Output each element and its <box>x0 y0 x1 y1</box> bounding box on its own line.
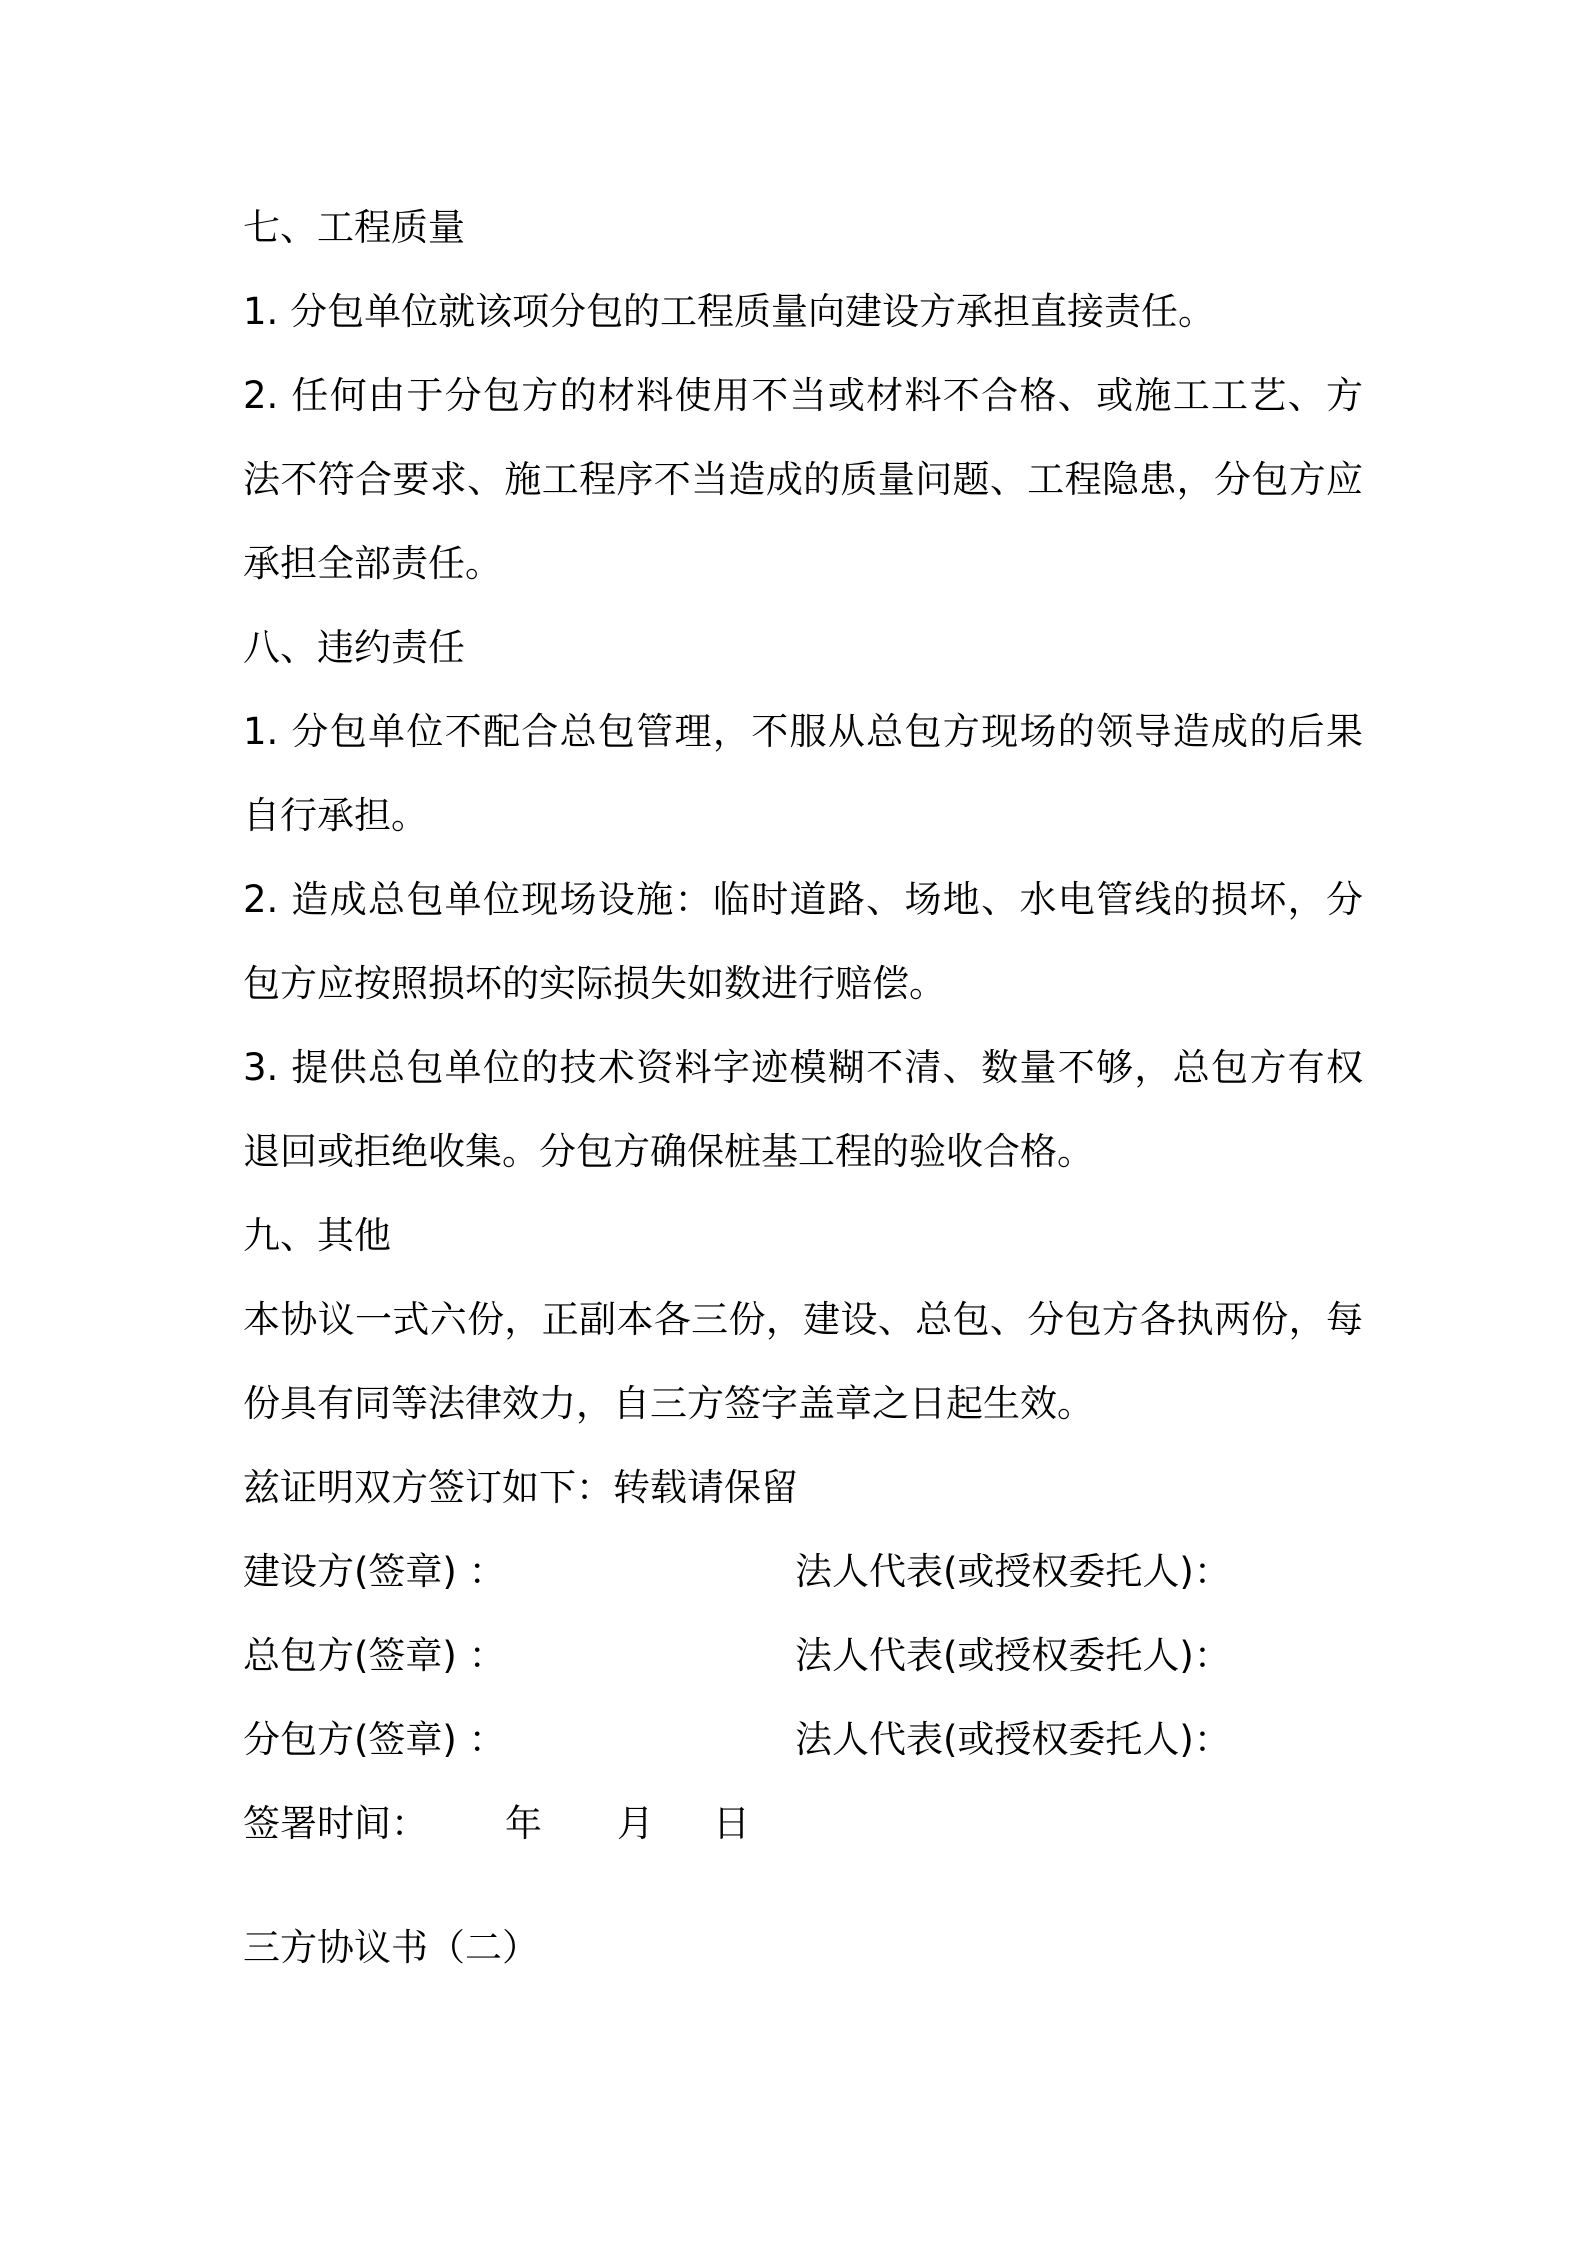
representative-label: 法人代表(或授权委托人)： <box>795 1550 1231 1593</box>
section-8-item-1-line-2: 自行承担。 <box>243 794 428 837</box>
date-month-label: 月 <box>617 1802 654 1845</box>
party-label-construction: 建设方(签章) ： <box>243 1550 506 1593</box>
next-agreement-title: 三方协议书（二） <box>243 1926 539 1969</box>
signing-date-label: 签署时间： <box>243 1802 428 1845</box>
section-8-item-3-line-2: 退回或拒绝收集。分包方确保桩基工程的验收合格。 <box>243 1130 1094 1173</box>
section-7-item-2-line-3: 承担全部责任。 <box>243 542 502 585</box>
date-year-label: 年 <box>505 1802 542 1845</box>
party-label-subcontractor: 分包方(签章) ： <box>243 1718 506 1761</box>
section-7-item-2-line-1: 2. 任何由于分包方的材料使用不当或材料不合格、或施工工艺、方 <box>243 374 1363 417</box>
representative-label: 法人代表(或授权委托人)： <box>795 1634 1231 1677</box>
section-7-heading: 七、工程质量 <box>243 206 465 249</box>
section-8-item-1-line-1: 1. 分包单位不配合总包管理，不服从总包方现场的领导造成的后果 <box>243 710 1363 753</box>
section-8-item-3-line-1: 3. 提供总包单位的技术资料字迹模糊不清、数量不够，总包方有权 <box>243 1046 1363 1089</box>
closing-statement: 兹证明双方签订如下：转载请保留 <box>243 1466 798 1509</box>
section-8-item-2-line-2: 包方应按照损坏的实际损失如数进行赔偿。 <box>243 962 946 1005</box>
section-7-item-1: 1. 分包单位就该项分包的工程质量向建设方承担直接责任。 <box>243 290 1216 333</box>
section-9-heading: 九、其他 <box>243 1214 391 1257</box>
representative-label: 法人代表(或授权委托人)： <box>795 1718 1231 1761</box>
section-9-para-line-2: 份具有同等法律效力，自三方签字盖章之日起生效。 <box>243 1382 1094 1425</box>
section-8-item-2-line-1: 2. 造成总包单位现场设施：临时道路、场地、水电管线的损坏，分 <box>243 878 1363 921</box>
party-label-general-contractor: 总包方(签章) ： <box>243 1634 506 1677</box>
date-day-label: 日 <box>713 1802 750 1845</box>
section-7-item-2-line-2: 法不符合要求、施工程序不当造成的质量问题、工程隐患，分包方应 <box>243 458 1363 501</box>
section-9-para-line-1: 本协议一式六份，正副本各三份，建设、总包、分包方各执两份，每 <box>243 1298 1363 1341</box>
section-8-heading: 八、违约责任 <box>243 626 465 669</box>
